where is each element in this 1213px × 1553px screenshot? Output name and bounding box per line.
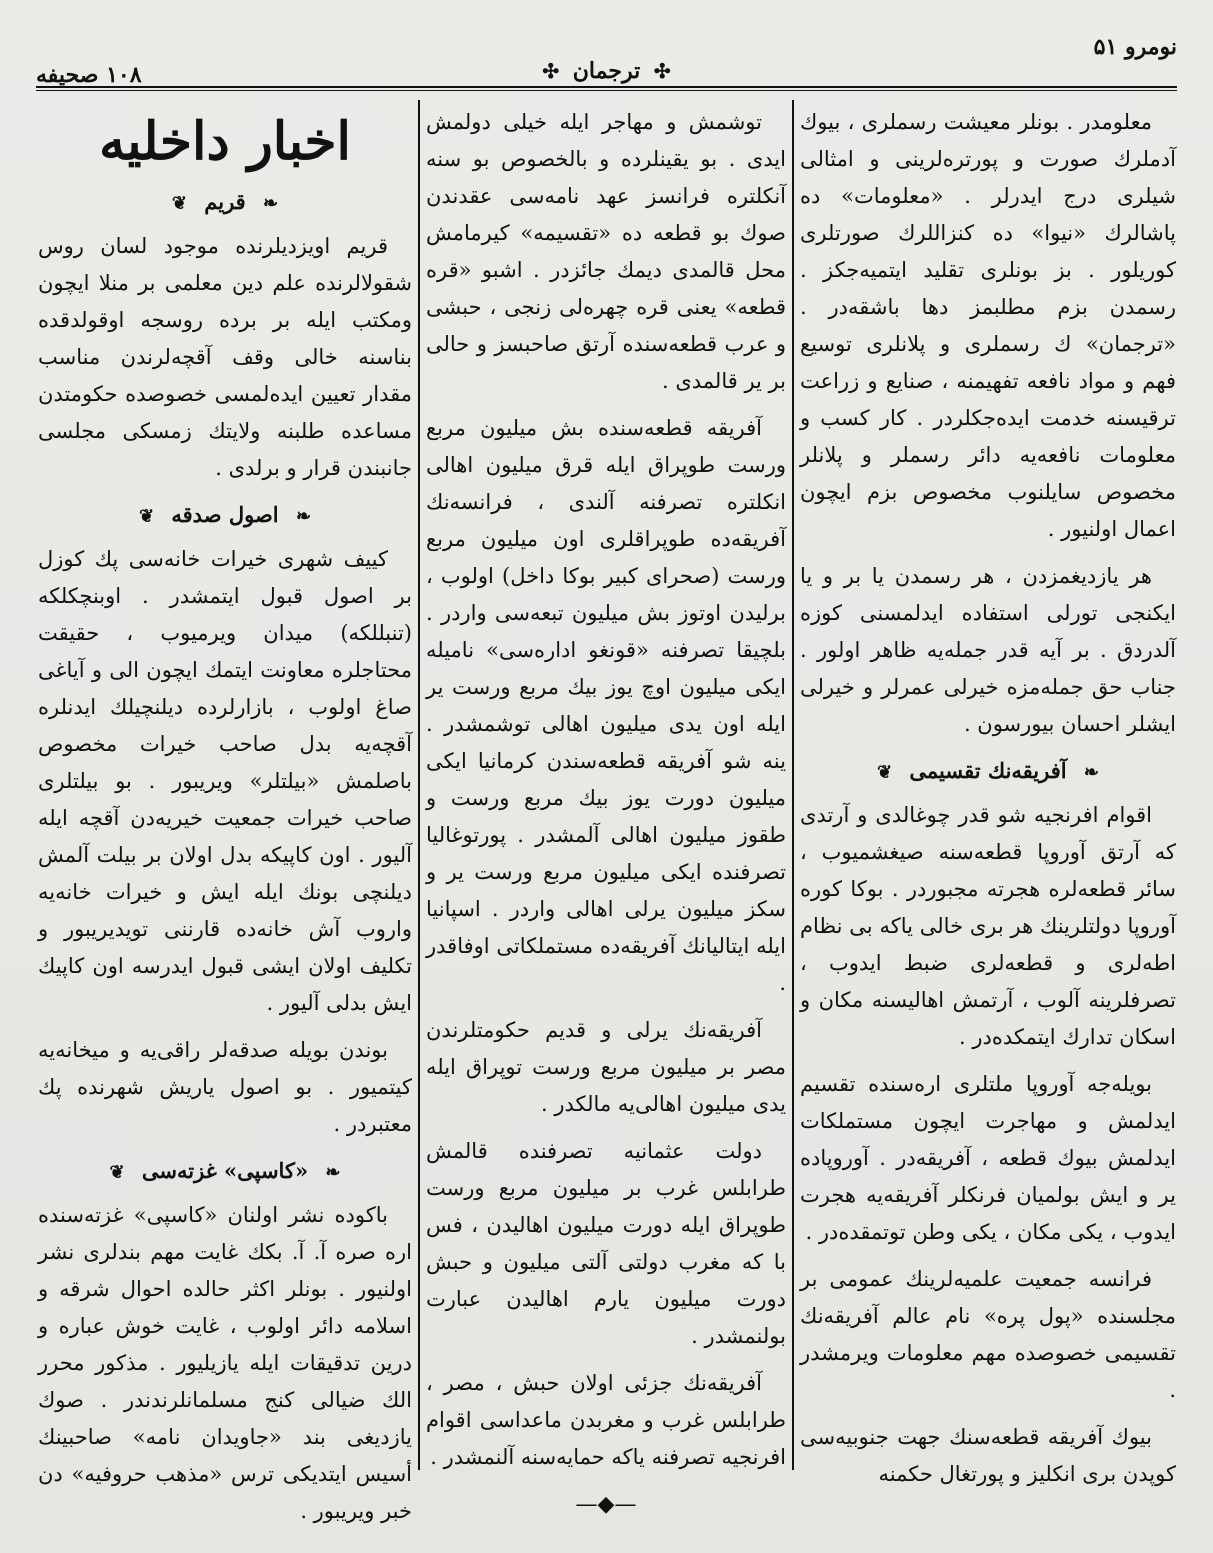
section-heading-text: قریم [204,189,246,214]
fleuron-icon: ❧ [1083,762,1100,783]
paragraph: فرانسه جمعیت علمیه‌لرینك عمومی بر مجلسنده «پول پره» نام عالم آفریقه‌نك تقسیمی خصوصده مهم معلومات ویرمشدر . [800,1267,1176,1402]
fleuron-icon: ❦ [138,506,155,527]
fleuron-icon: ❧ [263,193,279,214]
paragraph: دولت عثمانیه تصرفنده قالمش طرابلس غرب بر میلیون مربع ورست طوپراق ایله دورت میلیون اهالیدن ، فس با که مغرب دولتی آلتی میلیون و حبش دورت میلیون یارم اهالیدن عبارت بولنمشدر . [426,1139,786,1348]
paragraph: باکوده نشر اولنان «کاسپی» غزته‌سنده اره صره آ. آ. بکك غایت مهم بندلری نشر اولنیور . بونلر اکثر حالده احوال شرقه و اسلامه دائر اولوب ، غایت خوش عباره و درین تدقیقات ایله یازیلیور . مذکور محرر الك ضیالی کنج مسلمانلرندندر . صوك یازدیغی بند «جاویدان نامه» صاحبینك أسیس ایتدیکی ترس «مذهب حروفیه» دن خبر ویریبور . [38,1203,412,1523]
paragraph: توشمش و مهاجر ایله خیلی دولمش ایدی . بو یقینلرده و بالخصوص بو سنه آنکلتره فرانسز عهد نامه‌سی عقدندن صوك بو قطعه ده «تقسیمه» کیرمامش محل قالمدی دیمك جائزدر . اشبو «قره قطعه» یعنی قره چهره‌لی زنجی ، حبشی و عرب قطعه‌سنده آرتق صاحبسز و حالی بر یر قالمدی . [426,110,786,393]
paragraph: هر یازدیغمزدن ، هر رسمدن یا بر و یا ایکنجی تورلی استفاده ایدلمسنی کوزه آلدردق . بر آیه قدر جمله‌یه ظاهر اولور . جناب حق جمله‌مزه خیرلی عمرلر و خیرلی ایشلر احسان بیورسون . [800,564,1176,736]
paragraph: کییف شهری خیرات خانه‌سی پك کوزل بر اصول قبول ایتمشدر . اوبنچکلکه (تنبللکه) میدان ویرمیوب ، حقیقت محتاجلره معاونت ایتمك ایچون الی و آیاغی صاغ اولوب ، بازارلرده دیلنچیلك ایدنلره آقچه‌یه بدل صاحب خیرات مخصوص باصلمش «بیلتلر» ویریبور . بو بیلتلری صاحب خیرات جمعیت خیریه‌دن آقچه ایله آلیور . اون کاپیکه بدل اولان بر بیلت آلمش دیلنچی بونك ایله ایش و خیرات خانه‌یه واروب آش خانه‌ده قارننی تویدیریبور و تکلیف اولان ایشی قبول ایدرسه اون کاپیك ایش بدلی آلیور . [38,547,412,1015]
fleuron-icon: ❦ [876,762,893,783]
fleuron-icon: ❧ [325,1162,341,1183]
page-label [36,62,142,88]
column-divider [418,100,420,1470]
header-ornament-icon: ✣ [653,59,671,83]
section-heading-text: آفریقه‌نك تقسیمی [909,758,1067,783]
paragraph: آفریقه قطعه‌سنده بش میلیون مربع ورست طوپراق ایله قرق میلیون اهالی انکلتره تصرفنه آلندی ، فرانسه‌نك آفریقه‌ده طوپراقلری اون میلیون مربع ورست (صحرای کبیر بوکا داخل) اولوب ، برلیدن اوتوز بش میلیون تبعه‌سی واردر . بلچیقا تصرفنه «قونغو اداره‌سی» نامیله ایکی میلیون اوچ یوز بیك مربع ورست یر ایله اون یدی میلیون اهالی توشمشدر . ینه شو آفریقه قطعه‌سندن کرمانیا ایکی میلیون دورت یوز بیك مربع ورست و طقوز میلیون اهالی آلمشدر . پورتوغالیا تصرفنده ایکی میلیون مربع ورست یر و سکز میلیون یرلی اهالی واردر . اسپانیا ایله ایتالیانك آفریقه‌ده مستملکاتی اوفاقدر . [426,416,786,995]
paragraph: آفریقه‌نك یرلی و قدیم حکومتلرندن مصر بر میلیون مربع ورست توپراق ایله یدی میلیون اهالی‌یه مالکدر . [426,1018,786,1116]
page-title: اخبار داخلیه [99,111,351,172]
middle-column [426,104,786,1523]
section-heading-text: «کاسپی» غزته‌سی [141,1158,309,1183]
paragraph: بویله‌جه آوروپا ملتلری اره‌سنده تقسیم ایدلمش و مهاجرت ایچون مستملکات ایدلمش بیوك قطعه ، آفریقه‌در . آوروپاده یر و ایش بولمیان فرنکلر آفریقه‌یه هجرت ایدوب ، یکی مکان ، یکی وطن توتمقده‌در . [800,1072,1176,1244]
section-heading [38,184,412,222]
header-rule [36,86,1177,88]
page-header [36,28,1177,88]
section-heading [38,497,412,535]
header-rule-thin [36,90,1177,91]
fleuron-icon: ❦ [171,193,187,214]
section-heading [800,753,1176,791]
paper-name-banner [36,58,1177,84]
left-column [38,104,412,1540]
issue-number: نومرو ۵۱ [1093,34,1177,60]
end-ornament-icon: —◆— [575,1492,637,1517]
paragraph: قریم اویزدیلرنده موجود لسان روس شقولالرنده علم دین معلمی بر منلا ایچون ومکتب ایله بر برده روسجه اوقولدقده بناسنه خالی وقف آقچه‌لرندن مناسب مقدار تعیین ایده‌لمسی خصوصده حکومتدن مساعده طلبنه ولایتك زمسکی مجلسی جانبندن قرار و برلدی . [38,234,412,480]
page-label-text: ۱۰۸ صحیفه [36,62,142,88]
paper-name: ترجمان [572,58,641,84]
paragraph: بیوك آفریقه قطعه‌سنك جهت جنوبیه‌سی کوپدن بری انکلیز و پورتغال حکمنه [800,1425,1176,1486]
paragraph: اقوام افرنجیه شو قدر چوغالدی و آرتدی که آرتق آوروپا قطعه‌سنه صیغشمیوب ، سائر قطعه‌لره هجرته مجبوردر . بوکا کوره آوروپا دولتلرینك هر بری خالی یاکه بی نظام اطه‌لری و قطعه‌لری ضبط ایدوب ، تصرفلرینه آلوب ، آرتمش اهالیسنه مکان و اسکان تدارك ایتمکده‌در . [800,803,1176,1049]
fleuron-icon: ❦ [109,1162,125,1183]
paragraph: معلومدر . بونلر معیشت رسملری ، بیوك آدملرك صورت و پورتره‌لرینی و امثالی شیلری درج ایدرلر . «معلومات» ده پاشالرك «نیوا» ده کنزاللرك صورتلری کوریلور . بز بونلری تقلید ایتمیه‌جکز . رسمدن بزم مطلبمز دها باشقه‌در . «ترجمان» ك رسملری و پلانلری توسیع فهم و مواد نافعه تفهیمنه ، صنایع و زراعت ترقیسنه خدمت ایده‌جکلردر . کار کسب و معلومات نافعه‌یه دائر رسملر و پلانلر مخصوص سایلنوب مخصوص بزم ایچون اعمال اولنیور . [800,110,1176,541]
header-ornament-icon: ✣ [542,59,560,83]
fleuron-icon: ❧ [295,506,312,527]
right-column [800,104,1176,1503]
section-heading [38,1153,412,1191]
paragraph: بوندن بویله صدقه‌لر راقی‌یه و میخانه‌یه کیتمیور . بو اصول یاریش شهرنده پك معتبردر . [38,1038,412,1136]
section-heading-text: اصول صدقه [171,502,279,527]
paragraph: آفریقه‌نك جزئی اولان حبش ، مصر ، طرابلس غرب و مغربدن ماعداسی اقوام افرنجیه تصرفنه یاکه حمایه‌سنه آلنمشدر . [426,1371,786,1469]
column-divider [792,100,794,1470]
